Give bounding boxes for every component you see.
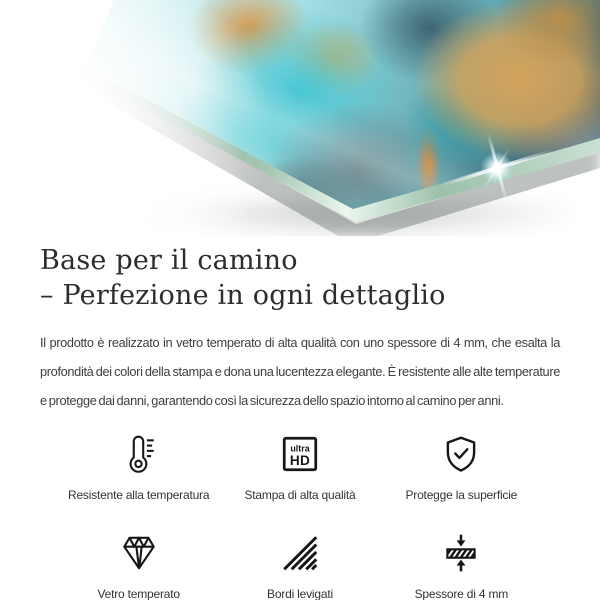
thermometer-icon — [118, 433, 160, 475]
shield-check-icon — [440, 433, 482, 475]
title-line-1: Base per il camino — [40, 245, 298, 276]
page-title — [40, 243, 560, 313]
ultra-hd-icon — [279, 433, 321, 475]
product-description: Il prodotto è realizzato in vetro temperato di alta qualità con uno spessore di 4 mm, che esalta la profondità dei colori della stampa e dona una lucentezza elegante. È resistente alle alte temperature e protegge dai danni, garantendo così la sicurezza dello spazio intorno al camino per anni. — [40, 335, 560, 408]
feature-label: Protegge la superficie — [405, 488, 518, 502]
feature-temperature — [58, 433, 219, 502]
polished-edges-icon — [279, 532, 321, 574]
feature-surface-protection — [381, 433, 542, 502]
diamond-icon — [118, 532, 160, 574]
feature-label: Stampa di alta qualità — [244, 488, 356, 502]
feature-thickness — [381, 532, 542, 600]
features-grid — [58, 433, 542, 600]
feature-label: Resistente alla temperatura — [67, 488, 210, 502]
product-photo — [0, 0, 600, 236]
feature-label: Bordi levigati — [267, 587, 333, 600]
feature-print-quality — [219, 433, 380, 502]
thickness-icon — [440, 532, 482, 574]
feature-tempered-glass — [58, 532, 219, 600]
title-line-2: – Perfezione in ogni dettaglio — [40, 280, 446, 311]
content-area — [0, 243, 600, 600]
ultra-hd-badge-top: ultra — [290, 443, 310, 454]
feature-polished-edges — [219, 532, 380, 600]
feature-label: Spessore di 4 mm — [414, 587, 509, 600]
ultra-hd-badge-bottom: HD — [289, 453, 311, 469]
feature-label: Vetro temperato — [97, 587, 180, 600]
